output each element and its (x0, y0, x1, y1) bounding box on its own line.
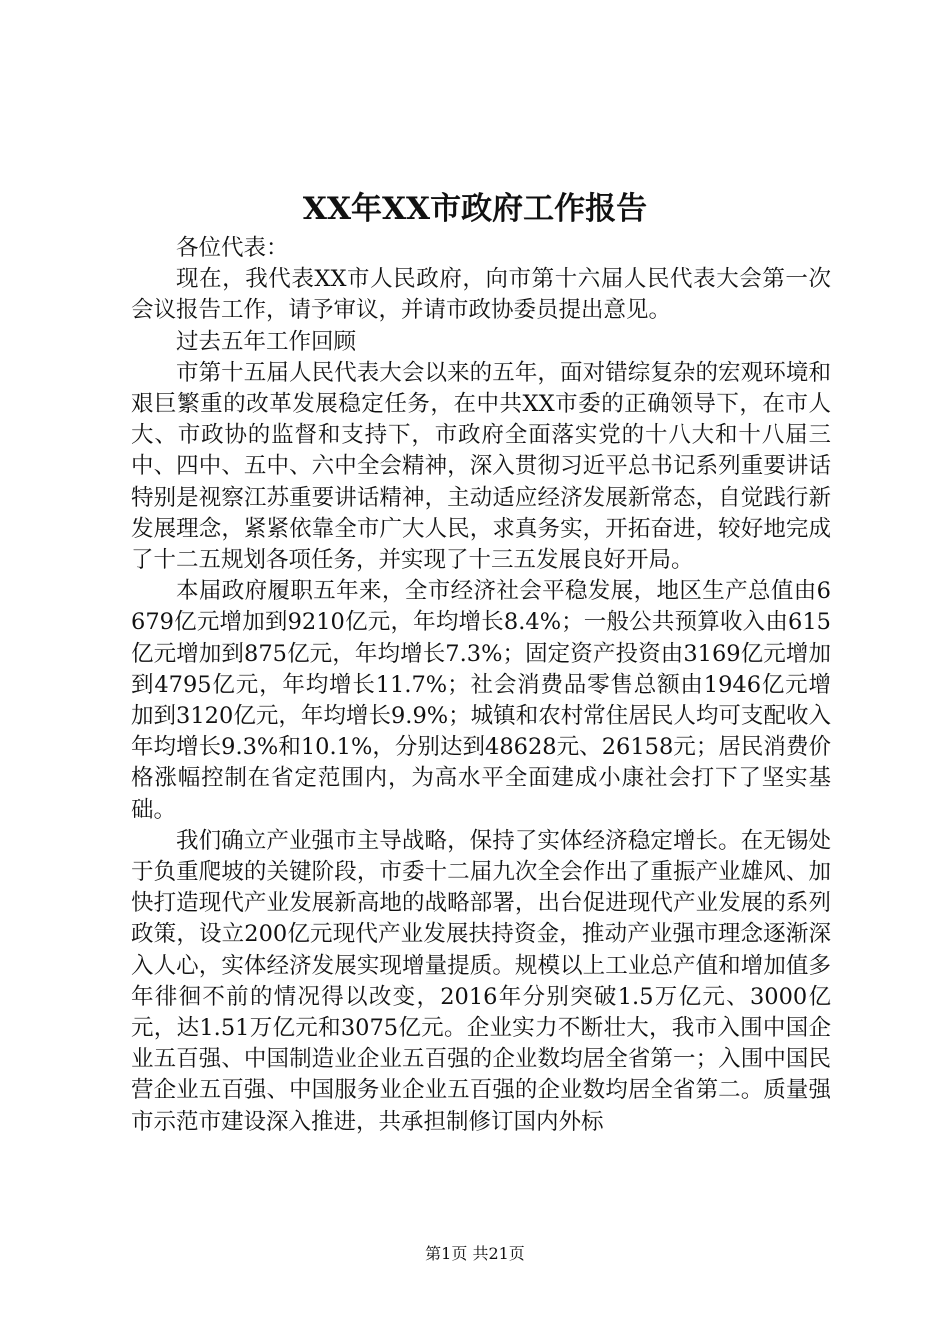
paragraph-salutation: 各位代表： (176, 235, 289, 261)
paragraph-review: 市第十五届人民代表大会以来的五年，面对错综复杂的宏观环境和艰巨繁重的改革发展稳定任务，在中共XX市委的正确领导下，在市人大、市政协的监督和支持下，市政府全面落实党的十八大和十八届三中、四中、五中、六中全会精神，深入贯彻习近平总书记系列重要讲话特别是视察江苏重要讲话精神，主动适应经济发展新常态，自觉践行新发展理念，紧紧依靠全市广大人民，求真务实，开拓奋进，较好地完成了十二五规划各项任务，并实现了十三五发展良好开局。 (131, 359, 831, 574)
document-body (131, 233, 831, 1138)
page-footer: 第1页 共21页 (425, 1244, 525, 1263)
paragraph-intro: 现在，我代表XX市人民政府，向市第十六届人民代表大会第一次会议报告工作，请予审议，并请市政协委员提出意见。 (131, 266, 831, 324)
section-heading: 过去五年工作回顾 (176, 328, 357, 355)
paragraph-economy: 本届政府履职五年来，全市经济社会平稳发展，地区生产总值由6679亿元增加到9210亿元，年均增长8.4%；一般公共预算收入由615亿元增加到875亿元，年均增长7.3%；固定资产投资由3169亿元增加到4795亿元，年均增长11.7%；社会消费品零售总额由1946亿元增加到3120亿元，年均增长9.9%；城镇和农村常住居民人均可支配收入年均增长9.3%和10.1%，分别达到48628元、26158元；居民消费价格涨幅控制在省定范围内，为高水平全面建成小康社会打下了坚实基础。 (131, 578, 831, 823)
document-title: XX年XX市政府工作报告 (302, 191, 648, 227)
paragraph-industry: 我们确立产业强市主导战略，保持了实体经济稳定增长。在无锡处于负重爬坡的关键阶段，市委十二届九次全会作出了重振产业雄风、加快打造现代产业发展新高地的战略部署，出台促进现代产业发展的系列政策，设立200亿元现代产业发展扶持资金，推动产业强市理念逐渐深入人心，实体经济发展实现增量提质。规模以上工业总产值和增加值多年徘徊不前的情况得以改变，2016年分别突破1.5万亿元、3000亿元，达1.51万亿元和3075亿元。企业实力不断壮大，我市入围中国企业五百强、中国制造业企业五百强的企业数均居全省第一；入围中国民营企业五百强、中国服务业企业五百强的企业数均居全省第二。质量强市示范市建设深入推进，共承担制修订国内外标 (131, 827, 831, 1135)
